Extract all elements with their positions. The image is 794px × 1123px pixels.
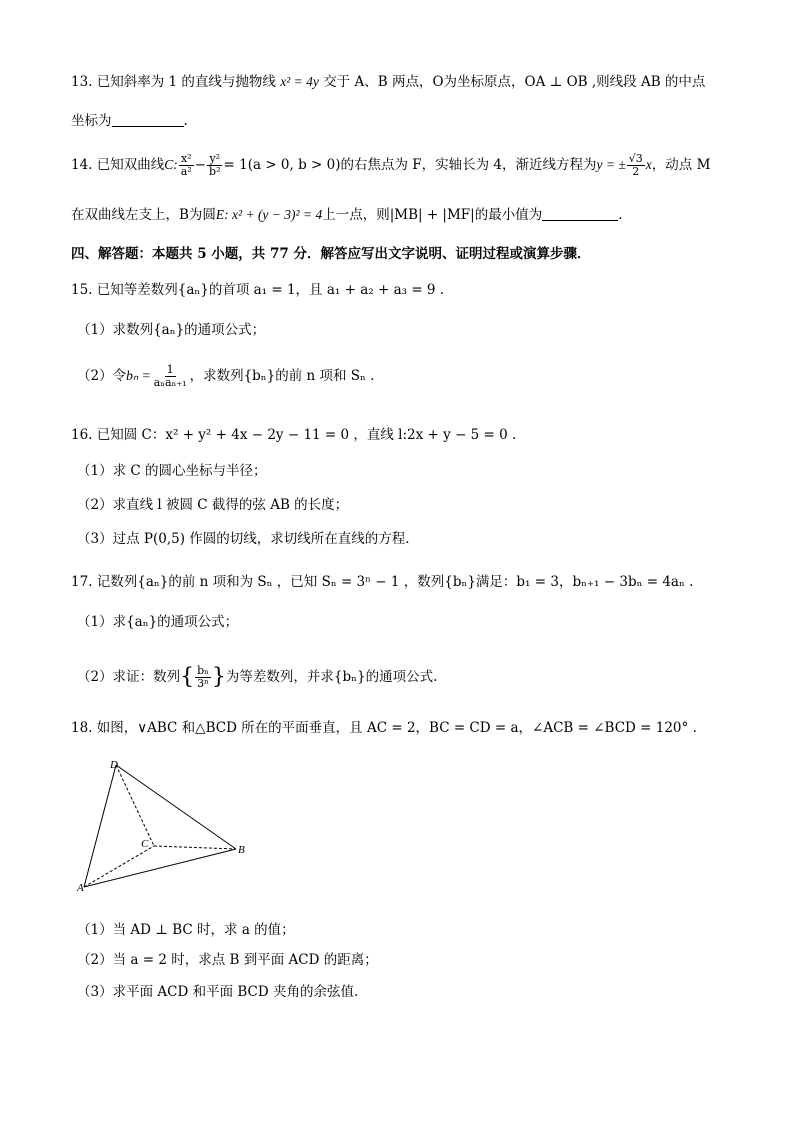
problem-14-text-2: 的右焦点为 F，实轴长为 4，渐近线方程为: [340, 157, 597, 173]
minus-sign: −: [194, 157, 207, 173]
problem-13-line-2: [71, 111, 188, 131]
frac-den: aₙaₙ₊₁: [153, 376, 187, 389]
problem-17-q2: （2）求证：数列{ $\frac{\text{bₙ}}{\text{3ⁿ}}$ }为等差数列，并求{bₙ}的通项公式.: [77, 664, 438, 690]
section-4-heading: 四、解答题：本题共 5 小题，共 77 分．解答应写出文字说明、证明过程或演算步骤．: [71, 246, 591, 262]
frac-num: bₙ: [197, 664, 209, 677]
vertex-label-A: A: [77, 882, 84, 892]
q2-suffix: 为等差数列，并求{bₙ}的通项公式.: [225, 669, 438, 685]
edge-DA: [84, 765, 116, 887]
vertex-label-D: D: [110, 759, 118, 771]
problem-15-q2: [77, 364, 374, 389]
problem-17-q1: （1）求{aₙ}的通项公式；: [77, 614, 239, 630]
frac-num: √3: [628, 152, 643, 165]
hyperbola-name: C:: [164, 157, 178, 172]
problem-14-text: 14. 已知双曲线: [71, 157, 165, 173]
vertex-label-B: B: [238, 844, 245, 856]
problem-15-q1: （1）求数列{aₙ}的通项公式；: [77, 322, 266, 338]
problem-18-stem: 18. 如图，∨ABC 和△BCD 所在的平面垂直，且 AC = 2，BC = CD = a，∠ACB = ∠BCD = 120° .: [71, 720, 697, 736]
frac-den: 2: [632, 165, 640, 178]
circle-equation: E: x² + (y − 3)² = 4: [215, 207, 323, 222]
frac-den: 3ⁿ: [197, 677, 209, 690]
problem-16-q3: （3）过点 P(0,5) 作圆的切线，求切线所在直线的方程.: [77, 531, 410, 547]
hyperbola-condition: = 1(a > 0, b > 0): [223, 157, 341, 173]
asymptote-lhs: y = ±: [596, 157, 626, 172]
edge-AC: [84, 846, 154, 887]
problem-18-q3: （3）求平面 ACD 和平面 BCD 夹角的余弦值.: [77, 984, 359, 1000]
frac-num: y²: [209, 152, 221, 165]
problem-16-q1: （1）求 C 的圆心坐标与半径；: [77, 463, 267, 479]
problem-15-stem: 15. 已知等差数列{aₙ}的首项 a₁ = 1，且 a₁ + a₂ + a₃ = 9 .: [71, 282, 445, 298]
problem-13-text: 13. 已知斜率为 1 的直线与抛物线: [71, 74, 276, 90]
answer-blank-13[interactable]: [112, 112, 184, 127]
problem-18-q2: （2）当 a = 2 时，求点 B 到平面 ACD 的距离；: [77, 952, 378, 968]
problem-14-text-5: 上一点，则|MB| + |MF|的最小值为: [322, 207, 543, 223]
problem-14-line-1: [71, 153, 710, 178]
problem-14-line-2: [71, 205, 623, 225]
frac-num: x²: [180, 152, 192, 165]
tetrahedron-figure: [74, 757, 254, 892]
frac-num: 1: [166, 363, 174, 376]
edge-DC: [116, 765, 154, 846]
edge-CB: [154, 846, 236, 849]
fraction-sqrt3-2: [627, 153, 645, 178]
frac-den: a²: [180, 165, 192, 178]
problem-14-text-4: 在双曲线左支上，B为圆: [71, 207, 216, 223]
problem-17-stem: 17. 记数列{aₙ}的前 n 项和为 Sₙ ，已知 Sₙ = 3ⁿ − 1 ，数列{bₙ}满足：b₁ = 3，bₙ₊₁ − 3bₙ = 4aₙ .: [71, 574, 694, 590]
problem-13-line-1: [71, 72, 705, 92]
problem-16-stem: 16. 已知圆 C：x² + y² + 4x − 2y − 11 = 0 ，直线 l:2x + y − 5 = 0 .: [71, 427, 517, 443]
fraction-x2-a2: [179, 153, 194, 178]
fraction-bn-3n: [195, 665, 211, 690]
bn-lhs: bₙ =: [126, 368, 151, 383]
fraction-bn: [152, 364, 189, 389]
problem-13-answer-label: 坐标为: [71, 113, 112, 129]
period: .: [183, 113, 188, 129]
edge-AB: [84, 849, 236, 887]
asymptote-x: x: [645, 157, 652, 172]
edge-DB: [116, 765, 236, 849]
fraction-y2-b2: [207, 153, 222, 178]
problem-16-q2: （2）求直线 l 被圆 C 截得的弦 AB 的长度；: [77, 497, 349, 513]
answer-blank-14[interactable]: [542, 206, 618, 221]
problem-18-q1: （1）当 AD ⊥ BC 时，求 a 的值；: [77, 922, 295, 938]
q2-prefix: （2）令: [77, 368, 127, 384]
q2-suffix: ，求数列{bₙ}的前 n 项和 Sₙ .: [189, 368, 375, 384]
frac-den: b²: [209, 165, 221, 178]
parabola-equation: x² = 4y: [280, 74, 319, 89]
problem-14-text-3: ，动点 M: [651, 157, 711, 173]
period: .: [618, 207, 623, 223]
problem-13-text-2: 交于 A、B 两点，O为坐标原点，OA ⊥ OB ,则线段 AB 的中点: [323, 74, 706, 90]
q2-prefix: （2）求证：数列: [77, 669, 181, 685]
vertex-label-C: C: [141, 838, 149, 850]
